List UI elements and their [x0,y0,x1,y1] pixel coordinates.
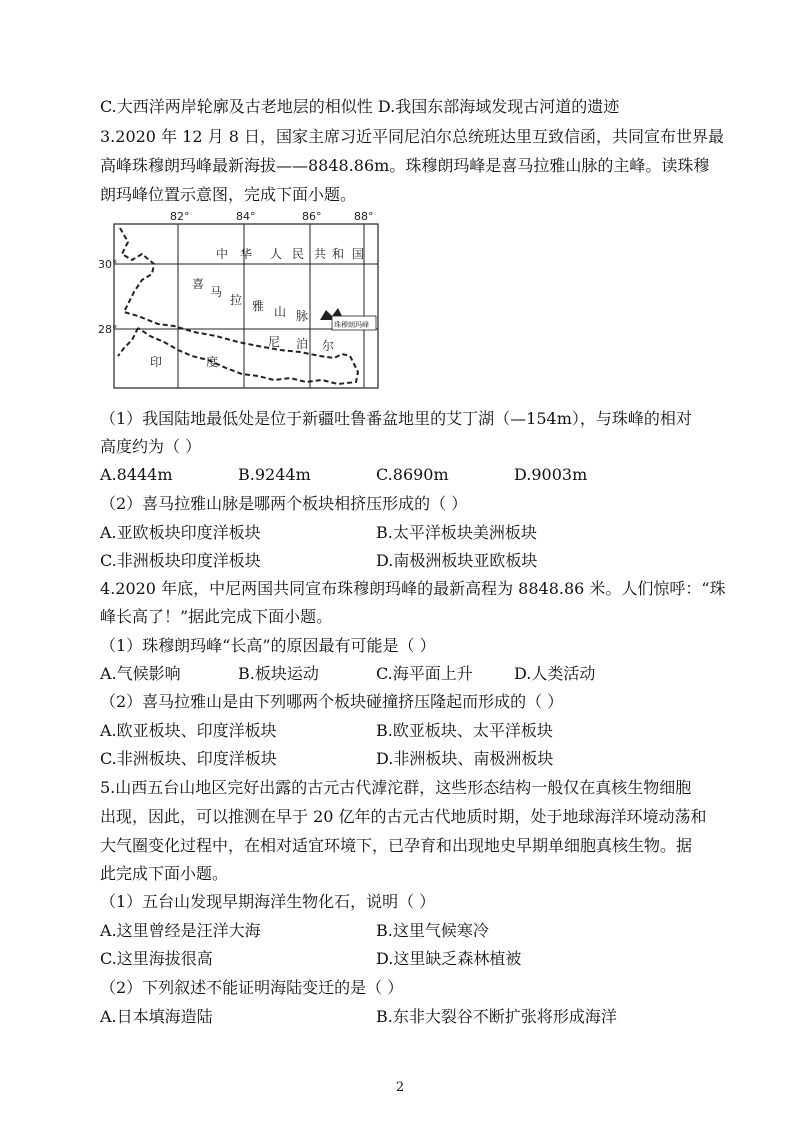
himalaya-label-char-2: 马 [210,285,223,299]
q3-sub1-line-2: 高度约为（ ） [100,437,202,456]
q4-sub1-option-b[interactable]: B.板块运动 [238,664,319,683]
q3-sub1-option-a[interactable]: A.8444m [100,465,173,484]
q2-option-d: D.我国东部海域发现古河道的遗迹 [377,97,620,116]
q4-sub1-option-a[interactable]: A.气候影响 [100,664,181,683]
q4-sub2-option-b[interactable]: B.欧亚板块、太平洋板块 [376,721,553,740]
q4-sub2-option-d[interactable]: D.非洲板块、南极洲板块 [376,749,554,768]
q5-stem-line-2: 出现，因此，可以推测在早于 20 亿年的古元古代地质时期，处于地球海洋环境动荡和 [100,807,707,826]
q4-sub2-option-c[interactable]: C.非洲板块、印度洋板块 [100,749,277,768]
q4-stem-line-1: 4.2020 年底，中尼两国共同宣布珠穆朗玛峰的最新高程为 8848.86 米。人们惊呼：“珠 [100,579,726,598]
page-number: 2 [395,1080,405,1095]
q4-sub1-option-c[interactable]: C.海平面上升 [376,664,473,683]
q5-sub2-option-b[interactable]: B.东非大裂谷不断扩张将形成海洋 [376,1007,617,1026]
q5-sub1-option-c[interactable]: C.这里海拔很高 [100,949,213,968]
himalaya-label-char-5: 山 [274,305,287,319]
q5-sub1-option-a[interactable]: A.这里曾经是汪洋大海 [100,921,261,940]
china-label-char-7: 国 [352,247,365,261]
q2-option-c-d-line [100,96,619,118]
q3-sub1-option-d[interactable]: D.9003m [514,465,588,484]
lon-label-82: 82° [170,210,190,223]
india-label-char-1: 印 [150,355,163,369]
china-label-char-1: 中 [216,247,229,261]
china-label-char-3: 人 [270,247,283,261]
q3-stem-line-2: 高峰珠穆朗玛峰最新海拔——8848.86m。珠穆朗玛峰是喜马拉雅山脉的主峰。读珠穆 [100,156,710,175]
india-label-char-2: 度 [206,355,219,369]
everest-location-map [98,208,388,403]
q5-sub1-option-d[interactable]: D.这里缺乏森林植被 [376,949,522,968]
lat-label-28: 28° [98,323,118,336]
q5-sub2-stem: （2）下列叙述不能证明海陆变迁的是（ ） [100,978,404,997]
q4-stem-line-2: 峰长高了！”据此完成下面小题。 [100,607,333,626]
q4-sub1-option-d[interactable]: D.人类活动 [514,664,596,683]
himalaya-label-char-4: 雅 [252,299,265,313]
q3-sub1-option-b[interactable]: B.9244m [238,465,311,484]
q5-stem-line-4: 此完成下面小题。 [100,864,229,883]
q5-stem-line-3: 大气圈变化过程中，在相对适宜环境下，已孕育和出现地史早期单细胞真核生物。据 [100,836,693,855]
q3-sub1-option-c[interactable]: C.8690m [376,465,449,484]
himalaya-label-char-6: 脉 [296,309,309,323]
lon-label-88: 88° [354,210,374,223]
q5-sub1-stem: （1）五台山发现早期海洋生物化石，说明（ ） [100,892,436,911]
peak-label: 珠穆朗玛峰 [334,321,369,329]
q3-sub2-option-a[interactable]: A.亚欧板块印度洋板块 [100,523,261,542]
q2-option-c: C.大西洋两岸轮廓及古老地层的相似性 [100,97,373,116]
q3-stem-line-3: 朗玛峰位置示意图，完成下面小题。 [100,185,357,204]
himalaya-label-char-1: 喜 [192,277,205,291]
lat-label-30: 30° [98,258,118,271]
q4-sub2-option-a[interactable]: A.欧亚板块、印度洋板块 [100,721,277,740]
q5-stem-line-1: 5.山西五台山地区完好出露的古元古代滹沱群，这些形态结构一般仅在真核生物细胞 [100,778,692,797]
nepal-label-char-1: 尼 [268,335,281,349]
q3-sub2-option-c[interactable]: C.非洲板块印度洋板块 [100,551,261,570]
q3-sub2-option-b[interactable]: B.太平洋板块美洲板块 [376,523,537,542]
q4-sub2-stem: （2）喜马拉雅山是由下列哪两个板块碰撞挤压隆起而形成的（ ） [100,692,564,711]
q5-sub1-option-b[interactable]: B.这里气候寒冷 [376,921,489,940]
china-label-char-2: 华 [240,247,253,261]
q3-stem-line-1: 3.2020 年 12 月 8 日，国家主席习近平同尼泊尔总统班达里互致信函，共同宣布世界最 [100,127,724,146]
q4-sub1-stem: （1）珠穆朗玛峰“长高”的原因最有可能是（ ） [100,636,436,655]
q5-sub2-option-a[interactable]: A.日本填海造陆 [100,1007,213,1026]
nepal-label-char-2: 泊 [296,337,309,351]
china-label-char-5: 共 [314,247,327,261]
china-label-char-4: 民 [292,247,305,261]
nepal-label-char-3: 尔 [322,339,335,353]
china-label-char-6: 和 [332,247,345,261]
lon-label-86: 86° [302,210,322,223]
himalaya-label-char-3: 拉 [230,293,243,307]
western-border [118,328,138,356]
q3-sub1-line-1: （1）我国陆地最低处是位于新疆吐鲁番盆地里的艾丁湖（—154m），与珠峰的相对 [100,409,692,428]
q3-sub2-option-d[interactable]: D.南极洲板块亚欧板块 [376,551,538,570]
q3-sub2-stem: （2）喜马拉雅山脉是哪两个板块相挤压形成的（ ） [100,494,468,513]
lon-label-84: 84° [236,210,256,223]
